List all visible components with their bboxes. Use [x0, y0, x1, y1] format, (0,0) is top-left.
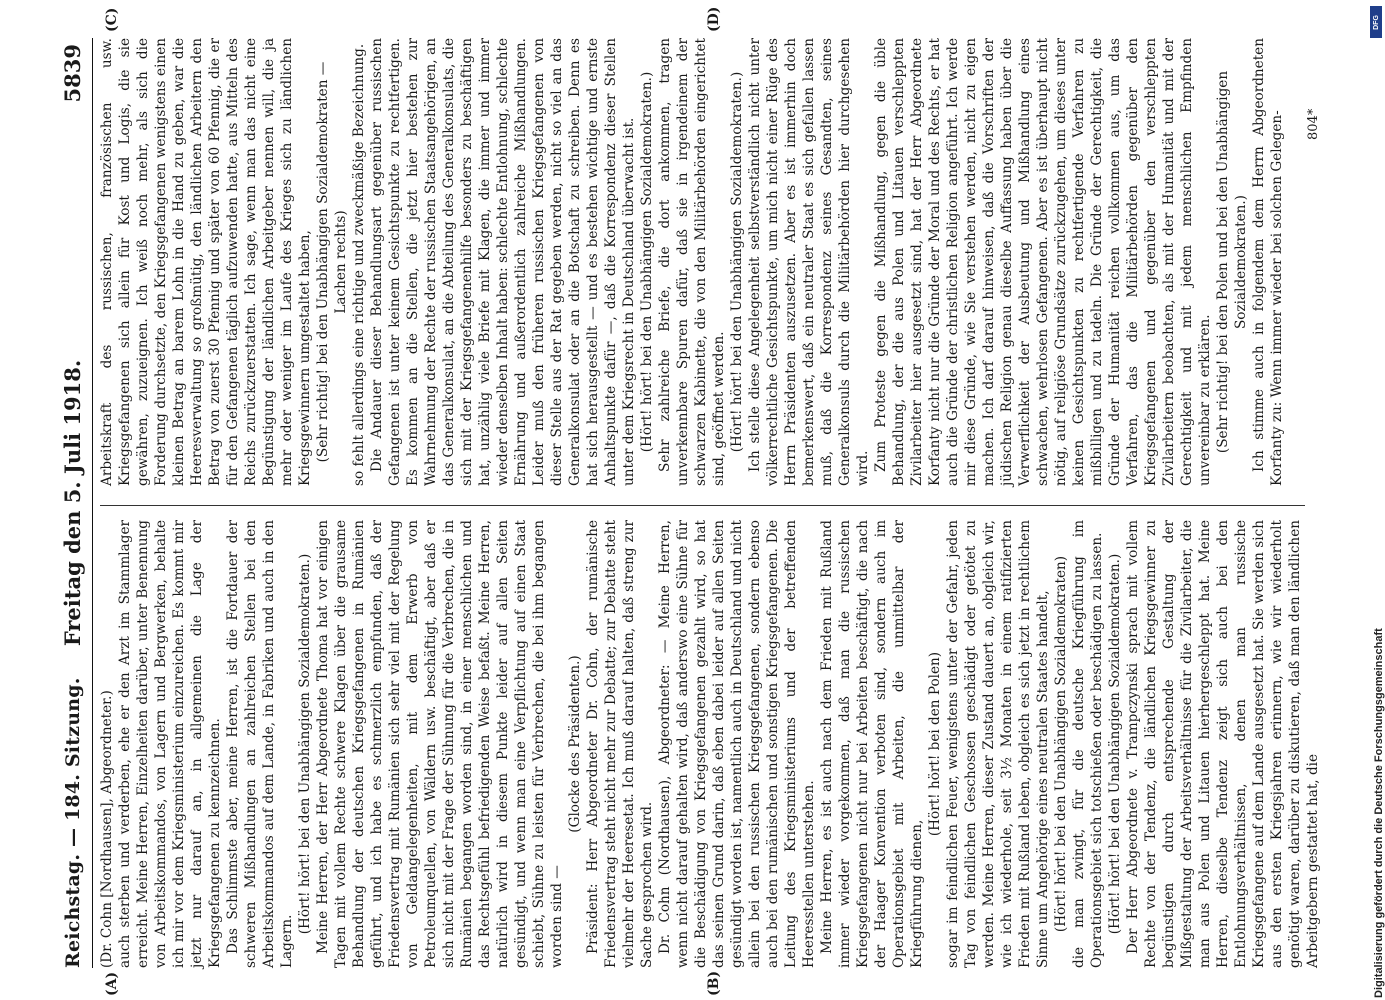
paragraph: Ich stimme auch in folgendem dem Herrn Abgeordneten Korfanty zu: Wenn immer wieder bei solchen Gelegen-: [1251, 38, 1285, 486]
digitization-note: Digitalisierung gefördert durch die Deutsche Forschungsgemeinschaft: [1373, 628, 1385, 998]
interjection: (Glocke des Präsidenten.): [567, 655, 583, 833]
header-left: Reichstag. — 184. Sitzung.: [62, 677, 84, 968]
sheet-number: 804*: [1306, 108, 1321, 140]
paragraph: Sehr zahlreiche Briefe, die dort ankommen, tragen unverkennbare Spuren dafür, daß sie in irgendeinem der schwarzen Kabinette, die von den Militärbehörden eingerichtet sind, geöffnet werden.: [657, 38, 727, 486]
paragraph: Zum Proteste gegen die Mißhandlung, gegen die üble Behandlung, der die aus Polen und Litauen verschleppten Zivilarbeiter hier ausgesetzt sind, hat der Herr Abgeordnete Korfanty nicht nur die Gründe der Moral und des Rechts, er hat auch die Gründe der christlichen Religion angeführt. Ich werde mir diese Gründe, wie Sie verstehen werden, nicht zu eigen machen. Ich darf darauf hinweisen, daß die Vorschriften der jüdischen Religion genau dieselbe Auffassung haben über die Verwerflichkeit der Ausbeutung und Mißhandlung eines schwachen, wehrlosen Gefangenen. Aber es ist überhaupt nicht nötig, auf religiöse Grundsätze zurückzugehen, um dieses unter keinen Gesichtspunkten zu rechtfertigende Verfahren zu mißbilligen und zu tadeln. Die Gründe der Gerechtigkeit, die Gründe der Humanität reichen vollkommen aus, um das Verfahren, das die Militärbehörden gegenüber den Kriegsgefangenen und gegenüber den verschleppten Zivilarbeitern beobachten, als mit der Humanität und mit der Gerechtigkeit und mit jedem menschlichen Empfinden unvereinbar zu erklären.: [873, 38, 1213, 486]
paragraph: Meine Herren, es ist auch nach dem Frieden mit Rußland immer wieder vorgekommen, daß man die russischen Kriegsgefangenen nicht nur bei Arbeiten beschäftigt, die nach der Haager Konvention verboten sind, sondern auch im Operationsgebiet mit Arbeiten, die unmittelbar der Kriegführung dienen,: [819, 520, 925, 968]
margin-marker-c: (C): [104, 7, 120, 32]
paragraph: Präsident: Herr Abgeordneter Dr. Cohn, der rumänische Friedensvertrag steht nicht mehr zur Debatte; zur Debatte steht vielmehr der Heeresetat. Ich muß darauf halten, daß streng zur Sache gesprochen wird.: [585, 520, 655, 968]
dfg-logo: [1370, 6, 1382, 38]
paragraph: Meine Herren, der Herr Abgeordnete Thoma hat vor einigen Tagen mit vollem Rechte schwere Klagen über die grausame Behandlung der deutschen Kriegsgefangenen in Rumänien geführt, und ich habe es schmerzlich empfunden, daß der Friedensvertrag mit Rumänien sich sehr viel mit der Regelung von Geldangelegenheiten, mit dem Erwerb von Petroleumquellen, von Wäldern usw. beschäftigt, aber daß er sich nicht mit der Frage der Sühnung für die Verbrechen, die in Rumänien begangen worden sind, in einer menschlichen und das Rechtsgefühl befriedigenden Weise befaßt. Meine Herren, natürlich wird in diesem Punkte leider auf allen Seiten gesündigt, und wenn man eine Verpflichtung auf einen Staat schiebt, Sühne zu leisten für Verbrechen, die bei ihm begangen worden sind —: [315, 520, 565, 968]
interjection: (Hört! hört! bei den Unabhängigen Sozialdemokraten.): [1107, 553, 1123, 935]
paragraph: Die Andauer dieser Behandlungsart gegenüber russischen Gefangenen ist unter keinem Gesichtspunkte zu rechtfertigen. Es kommen an die Stellen, die jetzt hier bestehen zur Wahrnehmung der Rechte der russischen Staatsangehörigen, an das Generalkonsulat, an die Abteilung des Generalkonsulats, die sich mit der Kriegsgefangenenhilfe besonders zu beschäftigen hat, unzählig viele Briefe mit Klagen, die immer und immer wieder denselben Inhalt haben: schlechte Entlohnung, schlechte Ernährung und außerordentlich zahlreiche Mißhandlungen. Leider muß den früheren russischen Kriegsgefangenen von dieser Stelle aus der Rat gegeben werden, nicht so viel an das Generalkonsulat oder an die Botschaft zu schreiben. Denn es hat sich herausgestellt — und es bestehen wichtige und ernste Anhaltspunkte dafür —, daß die Korrespondenz dieser Stellen unter dem Kriegsrecht in Deutschland überwacht ist.: [369, 38, 637, 486]
page-number: 5839: [60, 44, 85, 103]
paragraph: Das Schlimmste aber, meine Herren, ist die Fortdauer der schweren Mißhandlungen an zahlreichen Stellen bei den Arbeitskommandos auf dem Lande, in Fabriken und auch in den Lagern.: [225, 520, 295, 968]
margin-marker-d: (D): [706, 6, 722, 32]
paragraph: Ich stelle diese Angelegenheit selbstverständlich nicht unter völkerrechtliche Gesichtspunkte, um mich nicht einer Rüge des Herrn Präsidenten auszusetzen. Aber es ist immerhin doch bemerkenswert, daß ein neutraler Staat es sich gefallen lassen muß, daß die Korrespondenz seines Gesandten, seines Generalkonsuls durch die Militärbehörden hier durchgesehen wird.: [747, 38, 871, 486]
interjection: (Hört! hört! bei den Polen): [927, 651, 943, 837]
left-column: [98, 520, 1321, 968]
interjection: (Hört! hört! bei den Unabhängigen Sozialdemokraten.): [639, 71, 655, 453]
interjection: (Hört! hört! bei den Unabhängigen Sozialdemokraten.): [729, 71, 745, 453]
margin-marker-b: (B): [706, 970, 722, 996]
interjection: (Sehr richtig! bei den Polen und bei den Unabhängigen Sozialdemokraten.): [1215, 70, 1249, 454]
page-body: [56, 6, 1346, 996]
dfg-logo-text: DFG: [1372, 14, 1380, 30]
interjection: (Hört! hört! bei den Unabhängigen Sozialdemokraten.): [297, 553, 313, 935]
page-header: [56, 38, 93, 968]
paragraph: Der Herr Abgeordnete v. Trampczynski sprach mit vollem Rechte von der Tendenz, die ländlichen Kriegsgewinner zu begünstigen durch entsprechende Gestaltung der Mißgestaltung der Arbeitsverhältnisse für die Zivilarbeiter, die man aus Polen und Litauen hierhergeschleppt hat. Meine Herren, dieselbe Tendenz zeigt sich auch bei den Entlohnungsverhältnissen, denen man russische Kriegsgefangene auf dem Lande ausgesetzt hat. Sie werden sich aus den ersten Kriegsjahren erinnern, wie wir wiederholt genötigt waren, darüber zu diskutieren, daß man den ländlichen Arbeitgebern gestattet hat, die: [1125, 520, 1321, 968]
paragraph: die man zwingt, für die deutsche Kriegführung im Operationsgebiet sich totschießen oder beschädigen zu lassen.: [1071, 520, 1105, 968]
header-date: Freitag den 5. Juli 1918.: [60, 359, 85, 647]
right-column: [98, 38, 1298, 486]
paragraph: so fehlt allerdings eine richtige und zweckmäßige Bezeichnung.: [351, 43, 367, 486]
interjection: (Sehr richtig! bei den Unabhängigen Sozialdemokraten — Lachen rechts): [315, 61, 349, 463]
paragraph: Dr. Cohn (Nordhausen), Abgeordneter: — Meine Herren, wenn nicht darauf gehalten wird, daß anderswo eine Sühne für die Beschädigung von Kriegsgefangenen gezahlt wird, so hat das seinen Grund darin, daß eben dabei leider auf allen Seiten gesündigt worden ist, namentlich auch in Deutschland und nicht allein bei den russischen Kriegsgefangenen, sondern ebenso auch bei den rumänischen und sonstigen Kriegsgefangenen. Die Leitung des Kriegsministeriums und der betreffenden Heeresstellen unterstehen.: [657, 520, 817, 968]
column-divider: [100, 505, 1305, 506]
interjection: (Hört! hört! bei den Unabhängigen Sozialdemokraten): [1053, 555, 1069, 933]
margin-marker-a: (A): [104, 971, 120, 996]
speaker-line: (Dr. Cohn [Nordhausen], Abgeordneter.): [99, 690, 115, 968]
paragraph: auch sterben und verderben, ehe er den Arzt im Stammlager erreicht. Meine Herren, Einzelheiten darüber, unter Benennung von Arbeitskommandos, von Lagern und Bergwerken, behalte ich mir vor dem Kriegsministerium einzureichen. Es kommt mir jetzt nur darauf an, in allgemeinen die Lage der Kriegsgefangenen zu kennzeichnen.: [117, 520, 223, 968]
paragraph: sogar im feindlichen Feuer, wenigstens unter der Gefahr, jeden Tag von feindlichen Geschossen geschädigt oder getötet zu werden. Meine Herren, dieser Zustand dauert an, obgleich wir, wie ich wiederhole, seit 3½ Monaten in einem ratifizierten Frieden mit Rußland leben, obgleich es sich jetzt in rechtlichem Sinne um Angehörige eines neutralen Staates handelt,: [945, 520, 1051, 968]
paragraph: Arbeitskraft des russischen, französischen usw. Kriegsgefangenen sich allein für Kost und Logis, die sie gewähren, zuzueignen. Ich weiß noch mehr, als sich die Forderung durchsetzte, den Kriegsgefangenen wenigstens einen kleinen Betrag an barem Lohn in die Hand zu geben, war die Heeresverwaltung so großmütig, den ländlichen Arbeitern den Betrag von zuerst 30 Pfennig und später von 60 Pfennig, die er für den Gefangenen täglich aufzuwenden hatte, aus Mitteln des Reichs zurückzuerstatten. Ich sage, wenn man das nicht eine Begünstigung der ländlichen Arbeitgeber nennen will, die ja mehr oder weniger im Laufe des Krieges sich zu ländlichen Kriegsgewinnern umgestaltet haben,: [99, 38, 313, 486]
